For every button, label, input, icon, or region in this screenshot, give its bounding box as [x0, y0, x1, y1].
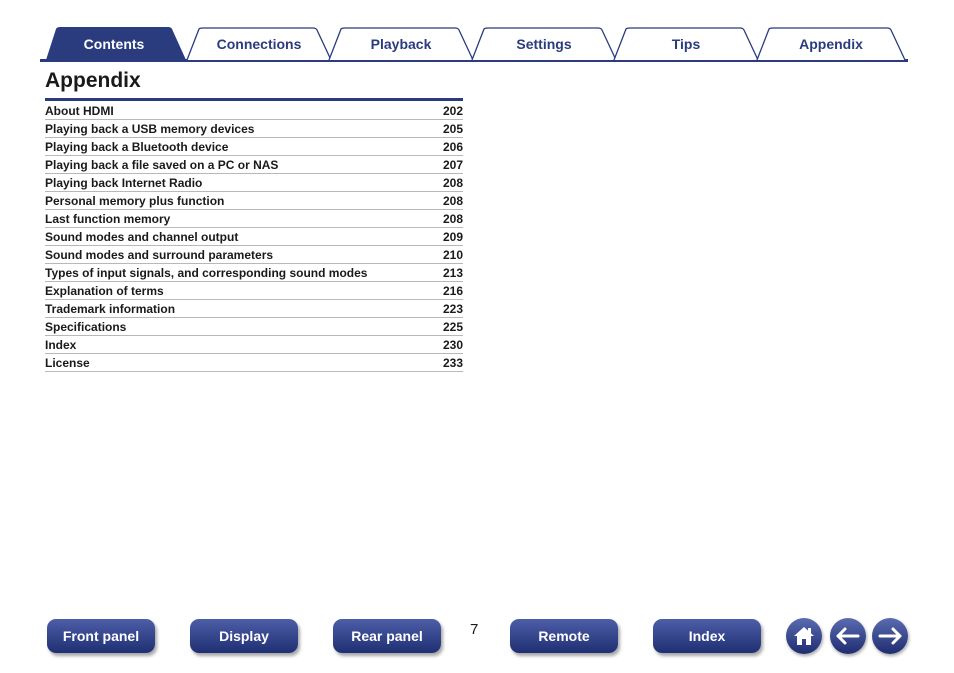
- toc-label: Playing back a file saved on a PC or NAS: [45, 157, 279, 172]
- page-title: Appendix: [45, 69, 141, 92]
- toc-label: About HDMI: [45, 103, 114, 118]
- toc-row[interactable]: [45, 318, 463, 336]
- arrow-right-icon: [877, 627, 903, 645]
- toc-page: 233: [442, 355, 463, 370]
- toc-row[interactable]: [45, 120, 463, 138]
- toc-label: Personal memory plus function: [45, 193, 225, 208]
- toc-row[interactable]: [45, 300, 463, 318]
- tab-label: Settings: [516, 35, 572, 52]
- tab-label: Contents: [83, 35, 145, 52]
- toc-label: Last function memory: [45, 211, 171, 226]
- toc-label: Sound modes and channel output: [45, 229, 239, 244]
- tab-playback[interactable]: [327, 27, 475, 60]
- toc-page: 230: [442, 337, 463, 352]
- toc-label: Trademark information: [45, 301, 176, 316]
- tab-settings[interactable]: [470, 27, 618, 60]
- toc-page: 216: [442, 283, 463, 298]
- toc-row[interactable]: [45, 156, 463, 174]
- toc-row[interactable]: [45, 264, 463, 282]
- tab-label: Appendix: [799, 35, 863, 52]
- toc-row[interactable]: [45, 282, 463, 300]
- toc-row[interactable]: [45, 192, 463, 210]
- toc-page: 210: [442, 247, 463, 262]
- toc-row[interactable]: [45, 138, 463, 156]
- toc-label: Specifications: [45, 319, 127, 334]
- toc-row[interactable]: [45, 354, 463, 372]
- toc-page: 207: [442, 157, 463, 172]
- tab-tips[interactable]: [612, 27, 760, 60]
- toc-row[interactable]: [45, 210, 463, 228]
- toc-row[interactable]: [45, 246, 463, 264]
- toc-row[interactable]: [45, 102, 463, 120]
- toc-label: Types of input signals, and corresponding sound modes: [45, 265, 368, 280]
- toc-page: 223: [442, 301, 463, 316]
- forward-button[interactable]: [872, 618, 908, 654]
- home-button[interactable]: [786, 618, 822, 654]
- remote-button[interactable]: Remote: [510, 619, 618, 653]
- page-number: 7: [470, 621, 479, 638]
- toc-row[interactable]: [45, 174, 463, 192]
- toc-label: Explanation of terms: [45, 283, 164, 298]
- toc-label: Playing back a Bluetooth device: [45, 139, 229, 154]
- tab-label: Connections: [216, 35, 302, 52]
- toc-label: Playing back a USB memory devices: [45, 121, 255, 136]
- front-panel-button[interactable]: Front panel: [47, 619, 155, 653]
- toc-page: 213: [442, 265, 463, 280]
- toc-page: 202: [442, 103, 463, 118]
- toc-page: 208: [442, 193, 463, 208]
- tab-label: Playback: [370, 35, 432, 52]
- toc-page: 209: [442, 229, 463, 244]
- table-of-contents: [45, 102, 463, 372]
- tab-bar: [0, 0, 954, 64]
- toc-row[interactable]: [45, 228, 463, 246]
- toc-label: License: [45, 355, 90, 370]
- title-rule: [45, 98, 463, 101]
- tab-connections[interactable]: [185, 27, 333, 60]
- index-button[interactable]: Index: [653, 619, 761, 653]
- toc-page: 208: [442, 211, 463, 226]
- display-button[interactable]: Display: [190, 619, 298, 653]
- tab-appendix[interactable]: [755, 27, 907, 60]
- toc-label: Index: [45, 337, 77, 352]
- toc-page: 225: [442, 319, 463, 334]
- arrow-left-icon: [835, 627, 861, 645]
- toc-page: 205: [442, 121, 463, 136]
- home-icon: [792, 625, 816, 647]
- toc-row[interactable]: [45, 336, 463, 354]
- toc-page: 208: [442, 175, 463, 190]
- rear-panel-button[interactable]: Rear panel: [333, 619, 441, 653]
- toc-label: Playing back Internet Radio: [45, 175, 203, 190]
- back-button[interactable]: [830, 618, 866, 654]
- tab-label: Tips: [671, 35, 701, 52]
- toc-label: Sound modes and surround parameters: [45, 247, 274, 262]
- tab-contents[interactable]: [40, 27, 188, 60]
- toc-page: 206: [442, 139, 463, 154]
